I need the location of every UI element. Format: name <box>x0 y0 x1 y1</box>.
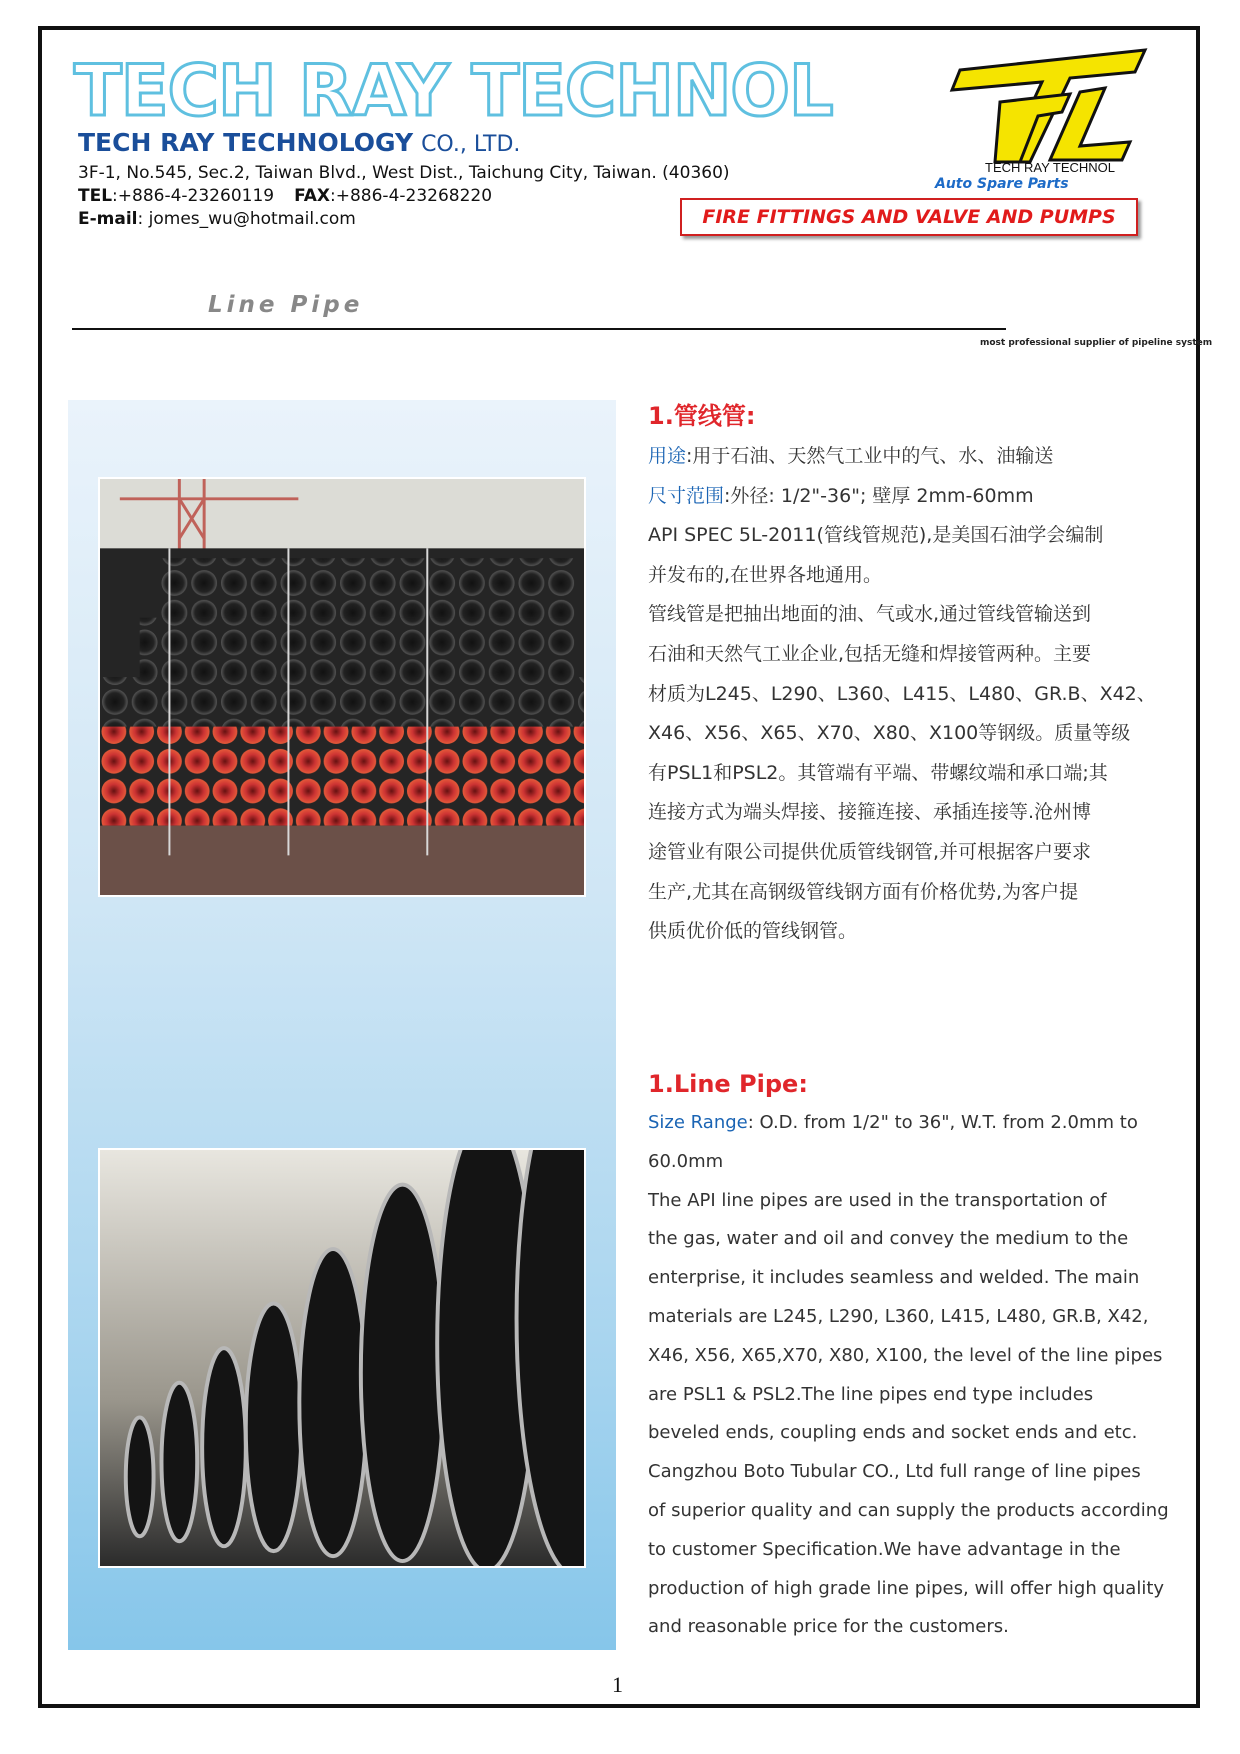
zh-paragraph-line: 有PSL1和PSL2。其管端有平端、带螺纹端和承口端;其 <box>648 761 1108 784</box>
zh-paragraph-line: 供质优价低的管线钢管。 <box>648 920 858 943</box>
brand-wordmark: TECH RAY TECHNOL <box>74 50 833 132</box>
en-paragraph-line: production of high grade line pipes, will offer high quality <box>648 1577 1165 1599</box>
tagline: most professional supplier of pipeline system <box>980 338 1213 348</box>
fax-number: :+886-4-23268220 <box>330 186 493 206</box>
zh-paragraph-line: 连接方式为端头焊接、接箍连接、承插连接等.沧州博 <box>648 801 1092 824</box>
en-paragraph-line: enterprise, it includes seamless and welded. The main <box>648 1267 1140 1289</box>
product-banner: FIRE FITTINGS AND VALVE AND PUMPS <box>680 198 1138 236</box>
email-address: : jomes_wu@hotmail.com <box>137 209 356 229</box>
english-heading: 1.Line Pipe: <box>648 1070 808 1098</box>
zh-paragraph-line: 途管业有限公司提供优质管线钢管,并可根据客户要求 <box>648 840 1092 863</box>
chinese-heading: 1.管线管: <box>648 402 756 430</box>
title-rule <box>72 328 1006 330</box>
tel-label: TEL <box>78 186 113 206</box>
email-label: E-mail <box>78 209 138 229</box>
zh-paragraph-line: API SPEC 5L-2011(管线管规范),是美国石油学会编制 <box>648 524 1104 547</box>
company-name-text: TECH RAY TECHNOLOGY <box>78 128 414 157</box>
size-range-text-zh: :外径: 1/2"-36"; 壁厚 2mm-60mm <box>724 484 1034 507</box>
size-range-line-zh <box>648 477 1170 517</box>
en-paragraph-line: The API line pipes are used in the transportation of <box>648 1189 1107 1211</box>
en-paragraph-line: X46, X56, X65,X70, X80, X100, the level of the line pipes <box>648 1344 1163 1366</box>
company-address: 3F-1, No.545, Sec.2, Taiwan Blvd., West Dist., Taichung City, Taiwan. (40360) <box>78 163 730 183</box>
size-range-label-zh: 尺寸范围 <box>648 484 725 507</box>
zh-paragraph-line: 材质为L245、L290、L360、L415、L480、GR.B、X42、 <box>648 682 1156 705</box>
zh-paragraph-line: 生产,尤其在高钢级管线钢方面有价格优势,为客户提 <box>648 880 1079 903</box>
en-paragraph-line: and reasonable price for the customers. <box>648 1616 1009 1638</box>
usage-text: :用于石油、天然气工业中的气、水、油输送 <box>686 445 1054 467</box>
usage-label: 用途 <box>648 445 687 467</box>
size-range-label-en: Size Range <box>648 1112 748 1133</box>
en-paragraph-line: to customer Specification.We have advantage in the <box>648 1538 1121 1560</box>
size-range-text-en: : O.D. from 1/2" to 36", W.T. from 2.0mm to <box>747 1112 1138 1133</box>
zh-paragraph-line: 石油和天然气工业企业,包括无缝和焊接管两种。主要 <box>648 642 1092 665</box>
zh-paragraph-line: 并发布的,在世界各地通用。 <box>648 563 883 586</box>
logo-line1: TECH RAY TECHNOL <box>985 160 1116 175</box>
company-name <box>78 128 520 157</box>
en-paragraph-line: of superior quality and can supply the products according <box>648 1499 1169 1521</box>
size-range-line-en-cont: 60.0mm <box>648 1150 724 1172</box>
large-pipes-photo <box>98 1148 586 1568</box>
en-paragraph-line: the gas, water and oil and convey the medium to the <box>648 1228 1129 1250</box>
pipe-stack-photo <box>98 477 586 897</box>
english-description <box>648 1070 1170 1647</box>
tel-number: :+886-4-23260119 <box>112 186 275 206</box>
size-range-line-en <box>648 1104 1170 1143</box>
section-title: Line Pipe <box>208 292 364 318</box>
en-paragraph-line: Cangzhou Boto Tubular CO., Ltd full range of line pipes <box>648 1461 1141 1483</box>
fax-label: FAX <box>294 186 331 206</box>
en-paragraph-line: materials are L245, L290, L360, L415, L480, GR.B, X42, <box>648 1305 1149 1327</box>
zh-paragraph-line: X46、X56、X65、X70、X80、X100等钢级。质量等级 <box>648 722 1131 745</box>
chinese-description <box>648 396 1170 952</box>
trt-logo <box>930 42 1150 192</box>
company-suffix: CO., LTD. <box>421 132 521 157</box>
page-number: 1 <box>612 1672 623 1697</box>
logo-line2: Auto Spare Parts <box>935 176 1069 192</box>
zh-paragraph-line: 管线管是把抽出地面的油、气或水,通过管线管输送到 <box>648 603 1092 626</box>
usage-line <box>648 437 1170 477</box>
en-paragraph-line: are PSL1 & PSL2.The line pipes end type includes <box>648 1383 1094 1405</box>
en-paragraph-line: beveled ends, coupling ends and socket ends and etc. <box>648 1422 1138 1444</box>
contact-phone-fax <box>78 186 492 206</box>
contact-email <box>78 209 356 229</box>
